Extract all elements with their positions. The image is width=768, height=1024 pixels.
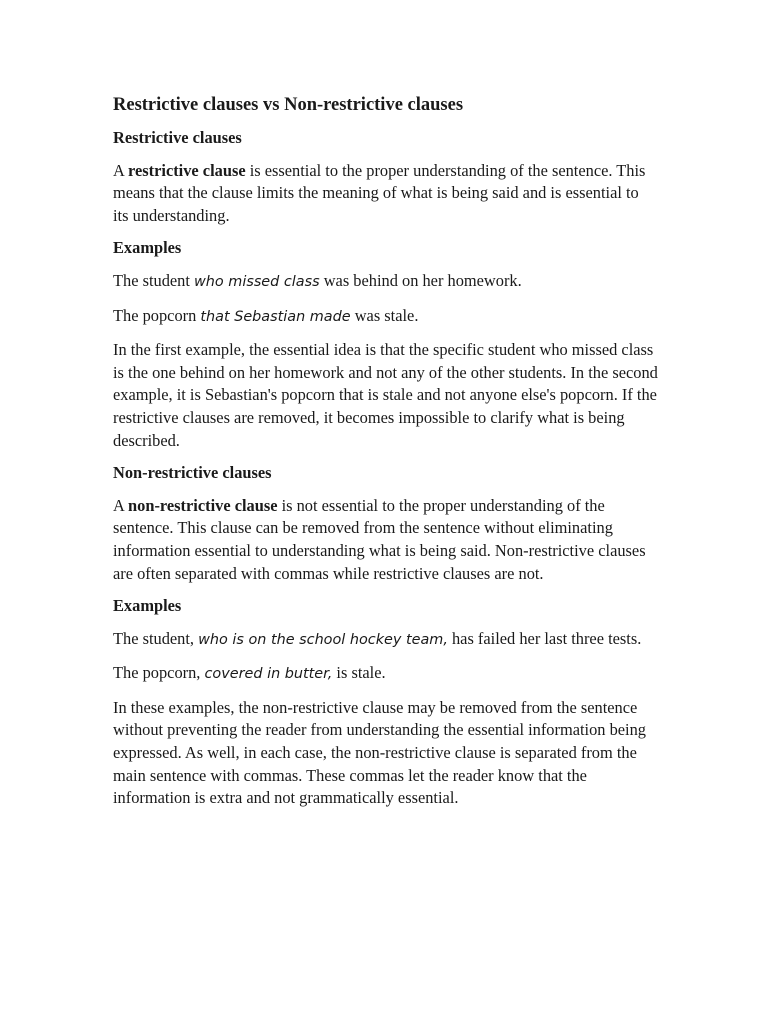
example-text-after: was stale. [350, 305, 419, 325]
example-clause: that Sebastian made [200, 308, 351, 325]
restrictive-definition-prefix: A [113, 160, 129, 180]
nonrestrictive-definition [113, 495, 658, 585]
nonrestrictive-example-2 [113, 662, 658, 686]
restrictive-definition [113, 160, 658, 228]
example-text-before: The student, [113, 628, 199, 648]
example-text-after: has failed her last three tests. [447, 628, 642, 648]
nonrestrictive-definition-text: is not essential to the proper understanding of the sentence. This clause can be removed from the sentence without eliminating information essential to understanding what is being said. Non-restrictive clauses are often separated with commas while restrictive clauses are not. [113, 495, 646, 583]
nonrestrictive-term: non-restrictive clause [128, 495, 278, 515]
document-page [113, 92, 658, 820]
nonrestrictive-heading: Non-restrictive clauses [113, 463, 272, 483]
restrictive-term: restrictive clause [128, 160, 246, 180]
restrictive-example-2 [113, 305, 658, 329]
example-clause: covered in butter, [204, 666, 333, 683]
document-title: Restrictive clauses vs Non-restrictive clauses [113, 95, 464, 115]
example-text-after: is stale. [332, 663, 386, 683]
restrictive-heading: Restrictive clauses [113, 128, 242, 147]
nonrestrictive-example-1 [113, 628, 658, 652]
example-clause: who is on the school hockey team, [198, 631, 448, 648]
nonrestrictive-definition-prefix: A [113, 495, 129, 515]
restrictive-definition-text: is essential to the proper understanding of the sentence. This means that the clause limits the meaning of what is being said and is essential to its understanding. [113, 160, 646, 225]
example-text-after: was behind on her homework. [319, 270, 522, 290]
restrictive-example-1 [113, 270, 658, 294]
example-clause: who missed class [194, 273, 320, 290]
restrictive-explanation: In the first example, the essential idea is that the specific student who missed class is the one behind on her homework and not any of the other students. In the second example, it is Sebastian's popcorn that is stale and not anyone else's popcorn. If the restrictive clauses are removed, it becomes impossible to clarify what is being described. [113, 340, 658, 450]
example-text-before: The popcorn, [113, 663, 205, 683]
restrictive-examples-heading: Examples [113, 238, 182, 258]
example-text-before: The student [113, 270, 195, 290]
nonrestrictive-examples-heading: Examples [113, 596, 182, 616]
example-text-before: The popcorn [113, 305, 201, 325]
nonrestrictive-explanation: In these examples, the non-restrictive clause may be removed from the sentence without preventing the reader from understanding the essential information being expressed. As well, in each case, the non-restrictive clause is separated from the main sentence with commas. These commas let the reader know that the information is extra and not grammatically essential. [113, 697, 646, 808]
